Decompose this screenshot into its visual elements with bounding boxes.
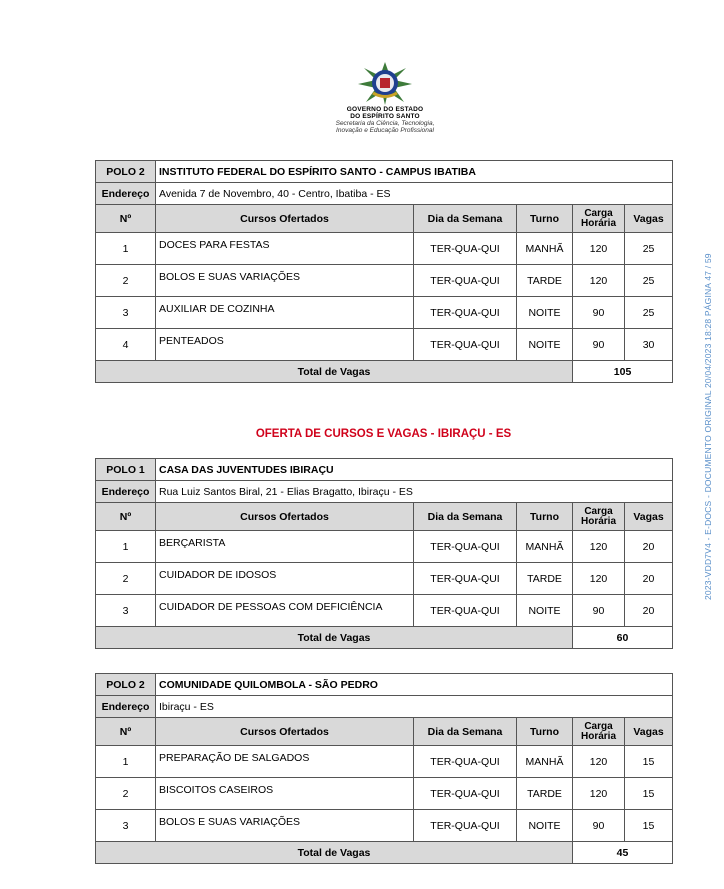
row-vacancies: 30 bbox=[625, 329, 673, 361]
row-vacancies: 15 bbox=[625, 778, 673, 810]
row-day: TER-QUA-QUI bbox=[414, 531, 517, 563]
row-hours: 90 bbox=[573, 329, 625, 361]
row-num: 4 bbox=[96, 329, 156, 361]
row-course: BERÇARISTA bbox=[156, 531, 414, 563]
row-course: PENTEADOS bbox=[156, 329, 414, 361]
col-header-vacancies: Vagas bbox=[625, 205, 673, 233]
table-row bbox=[96, 297, 673, 329]
col-header-hours: Carga Horária bbox=[573, 205, 625, 233]
courses-table-ibatiba bbox=[95, 160, 673, 383]
col-header-shift: Turno bbox=[517, 718, 573, 746]
col-header-course: Cursos Ofertados bbox=[156, 718, 414, 746]
col-header-day: Dia da Semana bbox=[414, 503, 517, 531]
state-coat-of-arms-icon bbox=[354, 60, 416, 106]
address-value: Rua Luiz Santos Biral, 21 - Elias Bragatto, Ibiraçu - ES bbox=[156, 481, 673, 503]
row-shift: NOITE bbox=[517, 595, 573, 627]
table-row bbox=[96, 233, 673, 265]
col-header-num: Nº bbox=[96, 718, 156, 746]
table-row bbox=[96, 265, 673, 297]
row-shift: TARDE bbox=[517, 563, 573, 595]
row-hours: 120 bbox=[573, 233, 625, 265]
section-title: OFERTA DE CURSOS E VAGAS - IBIRAÇU - ES bbox=[255, 428, 512, 440]
col-header-course: Cursos Ofertados bbox=[156, 205, 414, 233]
col-header-day: Dia da Semana bbox=[414, 718, 517, 746]
row-course: BISCOITOS CASEIROS bbox=[156, 778, 414, 810]
courses-table-quilombola bbox=[95, 673, 673, 864]
polo-label: POLO 2 bbox=[96, 674, 156, 696]
address-value: Ibiraçu - ES bbox=[156, 696, 673, 718]
row-shift: TARDE bbox=[517, 265, 573, 297]
document-header bbox=[300, 60, 470, 134]
row-day: TER-QUA-QUI bbox=[414, 595, 517, 627]
row-hours: 120 bbox=[573, 746, 625, 778]
row-day: TER-QUA-QUI bbox=[414, 810, 517, 842]
table-row bbox=[96, 810, 673, 842]
row-num: 2 bbox=[96, 265, 156, 297]
col-header-vacancies: Vagas bbox=[625, 718, 673, 746]
row-vacancies: 25 bbox=[625, 233, 673, 265]
total-label: Total de Vagas bbox=[96, 842, 573, 864]
row-course: BOLOS E SUAS VARIAÇÕES bbox=[156, 265, 414, 297]
row-day: TER-QUA-QUI bbox=[414, 563, 517, 595]
row-num: 1 bbox=[96, 746, 156, 778]
institution-name: COMUNIDADE QUILOMBOLA - SÃO PEDRO bbox=[156, 674, 673, 696]
row-hours: 90 bbox=[573, 297, 625, 329]
row-day: TER-QUA-QUI bbox=[414, 329, 517, 361]
row-shift: NOITE bbox=[517, 329, 573, 361]
row-day: TER-QUA-QUI bbox=[414, 265, 517, 297]
row-vacancies: 20 bbox=[625, 563, 673, 595]
total-value: 60 bbox=[573, 627, 673, 649]
row-course: CUIDADOR DE IDOSOS bbox=[156, 563, 414, 595]
row-hours: 90 bbox=[573, 595, 625, 627]
secretariat-line-1: Secretaria da Ciência, Tecnologia, bbox=[335, 120, 435, 127]
row-hours: 90 bbox=[573, 810, 625, 842]
address-value: Avenida 7 de Novembro, 40 - Centro, Ibatiba - ES bbox=[156, 183, 673, 205]
row-num: 2 bbox=[96, 563, 156, 595]
table-row bbox=[96, 778, 673, 810]
row-vacancies: 25 bbox=[625, 265, 673, 297]
row-course: DOCES PARA FESTAS bbox=[156, 233, 414, 265]
address-label: Endereço bbox=[96, 183, 156, 205]
row-day: TER-QUA-QUI bbox=[414, 746, 517, 778]
row-num: 1 bbox=[96, 531, 156, 563]
row-hours: 120 bbox=[573, 531, 625, 563]
address-label: Endereço bbox=[96, 481, 156, 503]
row-num: 1 bbox=[96, 233, 156, 265]
col-header-shift: Turno bbox=[517, 503, 573, 531]
table-row bbox=[96, 329, 673, 361]
government-name-line-1: GOVERNO DO ESTADO bbox=[346, 106, 424, 113]
row-day: TER-QUA-QUI bbox=[414, 297, 517, 329]
col-header-day: Dia da Semana bbox=[414, 205, 517, 233]
row-vacancies: 25 bbox=[625, 297, 673, 329]
polo-label: POLO 2 bbox=[96, 161, 156, 183]
total-value: 105 bbox=[573, 361, 673, 383]
row-shift: TARDE bbox=[517, 778, 573, 810]
row-shift: MANHÃ bbox=[517, 531, 573, 563]
col-header-num: Nº bbox=[96, 205, 156, 233]
row-vacancies: 15 bbox=[625, 810, 673, 842]
row-hours: 120 bbox=[573, 778, 625, 810]
row-num: 3 bbox=[96, 595, 156, 627]
col-header-course: Cursos Ofertados bbox=[156, 503, 414, 531]
table-row bbox=[96, 563, 673, 595]
secretariat-line-2: Inovação e Educação Profissional bbox=[336, 127, 434, 134]
row-num: 3 bbox=[96, 810, 156, 842]
col-header-vacancies: Vagas bbox=[625, 503, 673, 531]
document-margin-stamp: 2023-VDD7V4 - E-DOCS - DOCUMENTO ORIGINAL 20/04/2023 18:28 PÁGINA 47 / 59 bbox=[703, 253, 713, 600]
row-shift: NOITE bbox=[517, 810, 573, 842]
row-vacancies: 20 bbox=[625, 595, 673, 627]
row-hours: 120 bbox=[573, 265, 625, 297]
total-label: Total de Vagas bbox=[96, 627, 573, 649]
row-course: CUIDADOR DE PESSOAS COM DEFICIÊNCIA bbox=[156, 595, 414, 627]
row-vacancies: 20 bbox=[625, 531, 673, 563]
row-shift: MANHÃ bbox=[517, 233, 573, 265]
government-name-line-2: DO ESPÍRITO SANTO bbox=[350, 113, 420, 120]
institution-name: INSTITUTO FEDERAL DO ESPÍRITO SANTO - CAMPUS IBATIBA bbox=[156, 161, 673, 183]
polo-label: POLO 1 bbox=[96, 459, 156, 481]
row-num: 2 bbox=[96, 778, 156, 810]
row-course: BOLOS E SUAS VARIAÇÕES bbox=[156, 810, 414, 842]
row-shift: NOITE bbox=[517, 297, 573, 329]
row-course: AUXILIAR DE COZINHA bbox=[156, 297, 414, 329]
courses-table-casa-juventudes bbox=[95, 458, 673, 649]
table-row bbox=[96, 595, 673, 627]
row-day: TER-QUA-QUI bbox=[414, 233, 517, 265]
col-header-num: Nº bbox=[96, 503, 156, 531]
row-num: 3 bbox=[96, 297, 156, 329]
col-header-hours: Carga Horária bbox=[573, 503, 625, 531]
institution-name: CASA DAS JUVENTUDES IBIRAÇU bbox=[156, 459, 673, 481]
row-course: PREPARAÇÃO DE SALGADOS bbox=[156, 746, 414, 778]
total-label: Total de Vagas bbox=[96, 361, 573, 383]
row-shift: MANHÃ bbox=[517, 746, 573, 778]
table-row bbox=[96, 746, 673, 778]
row-vacancies: 15 bbox=[625, 746, 673, 778]
row-day: TER-QUA-QUI bbox=[414, 778, 517, 810]
row-hours: 120 bbox=[573, 563, 625, 595]
address-label: Endereço bbox=[96, 696, 156, 718]
col-header-shift: Turno bbox=[517, 205, 573, 233]
total-value: 45 bbox=[573, 842, 673, 864]
col-header-hours: Carga Horária bbox=[573, 718, 625, 746]
table-row bbox=[96, 531, 673, 563]
